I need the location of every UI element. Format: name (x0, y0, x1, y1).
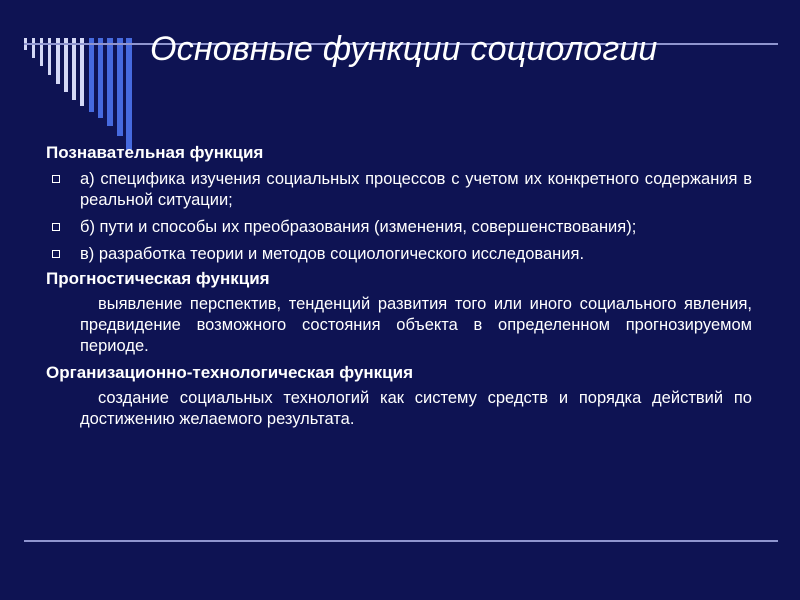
decorative-stripes (0, 0, 800, 160)
section-heading-cognitive: Познавательная функция (46, 143, 264, 162)
list-item-text: а) специфика изучения социальных процессов с учетом их конкретного содержания в реальной ситуации; (80, 170, 752, 209)
decorative-stripe (89, 38, 94, 112)
decorative-stripe (32, 38, 35, 58)
prognostic-description: выявление перспектив, тенденций развития того или иного социального явления, предвидение возможного состояния объекта в определенном прогнозируемом периоде. (80, 295, 752, 355)
list-item-text: в) разработка теории и методов социологического исследования. (80, 245, 585, 263)
list-item (46, 244, 752, 265)
list-item (46, 169, 752, 211)
organizational-description: создание социальных технологий как систему средств и порядка действий по достижению желаемого результата. (80, 389, 752, 428)
decorative-stripe (72, 38, 76, 100)
section-heading-prognostic: Прогностическая функция (46, 269, 270, 288)
decorative-stripe (80, 38, 84, 106)
cognitive-list (46, 169, 752, 265)
square-bullet-icon (52, 175, 60, 183)
list-item (46, 217, 752, 238)
slide-content (46, 142, 752, 430)
decorative-stripe (117, 38, 123, 136)
square-bullet-icon (52, 223, 60, 231)
decorative-stripe (98, 38, 103, 118)
list-item-text: б) пути и способы их преобразования (изменения, совершенствования); (80, 218, 637, 236)
decorative-stripe (64, 38, 68, 92)
section-heading-organizational: Организационно-технологическая функция (46, 363, 414, 382)
slide-title: Основные функции социологии (150, 30, 658, 68)
square-bullet-icon (52, 250, 60, 258)
decorative-stripe (126, 38, 132, 150)
bottom-divider (24, 540, 778, 542)
decorative-stripe (107, 38, 113, 126)
